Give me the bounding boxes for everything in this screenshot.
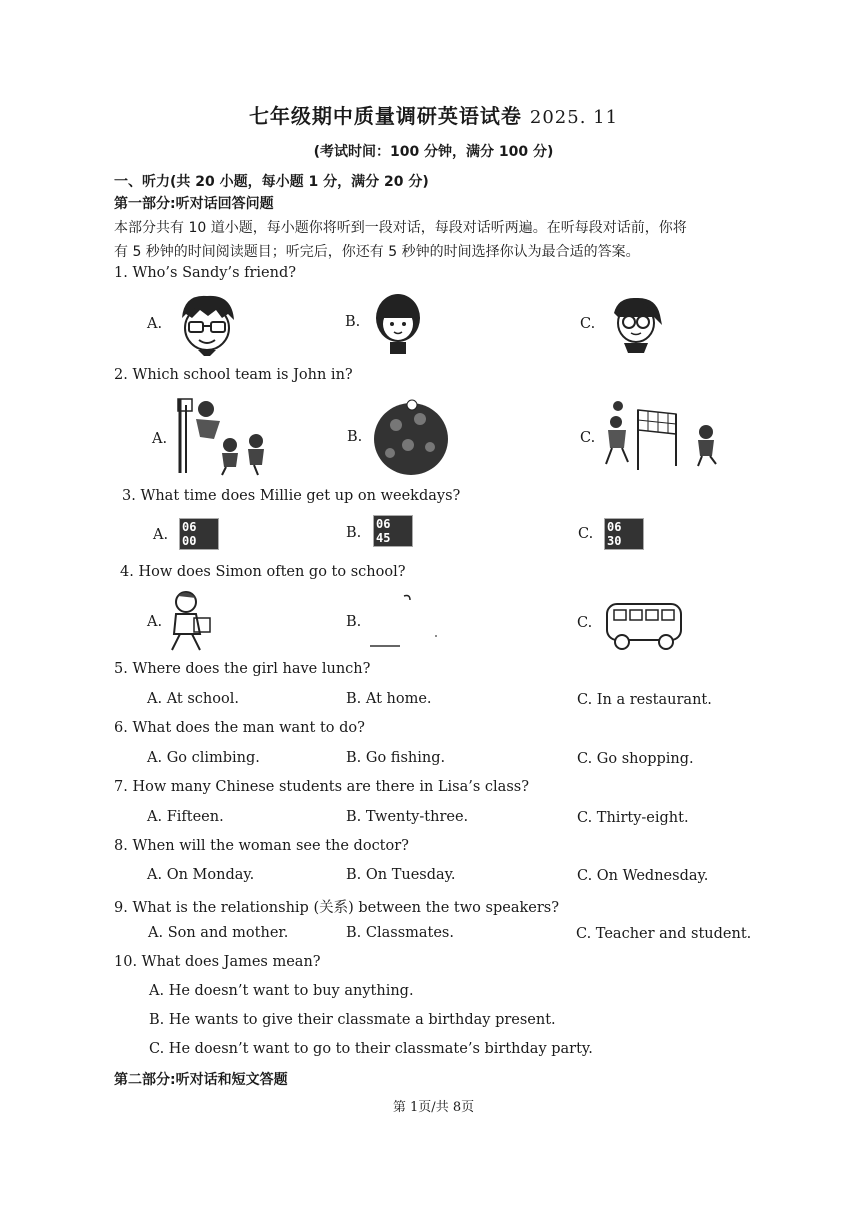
- q9-option-b: B. Classmates.: [346, 925, 454, 941]
- instructions-line-1: 本部分共有 10 道小题，每小题你将听到一段对话，每段对话听两遍。在听每段对话前，你将: [114, 220, 687, 236]
- question-3: 3. What time does Millie get up on weekdays?: [122, 488, 461, 504]
- q9-option-c: C. Teacher and student.: [576, 926, 752, 942]
- q5-option-a: A. At school.: [147, 691, 239, 707]
- school-bus-picture: [604, 598, 686, 652]
- question-8: 8. When will the woman see the doctor?: [114, 838, 409, 854]
- girl-with-glasses-picture: [608, 295, 664, 353]
- question-9: 9. What is the relationship (关系) between the two speakers?: [114, 900, 559, 916]
- q3-label-b: B.: [346, 525, 362, 541]
- boy-walking-picture: [164, 590, 214, 654]
- q3-label-c: C.: [578, 526, 594, 542]
- question-1: 1. Who’s Sandy’s friend?: [114, 265, 297, 281]
- q7-option-b: B. Twenty-three.: [346, 809, 469, 825]
- part2-heading: 第二部分:听对话和短文答题: [114, 1072, 288, 1088]
- clock-0645-picture: 06 45: [373, 516, 413, 546]
- q2-label-c: C.: [580, 430, 596, 446]
- exam-subtitle: (考试时间：100 分钟，满分 100 分): [313, 144, 554, 160]
- q9-option-a: A. Son and mother.: [148, 925, 289, 941]
- question-4: 4. How does Simon often go to school?: [120, 564, 406, 580]
- q1-label-a: A.: [147, 316, 163, 332]
- part1-heading: 第一部分:听对话回答问题: [114, 196, 274, 212]
- boy-with-glasses-picture: [174, 292, 240, 356]
- question-7: 7. How many Chinese students are there in Lisa’s class?: [114, 779, 529, 795]
- q8-option-c: C. On Wednesday.: [577, 868, 709, 884]
- q10-option-c: C. He doesn’t want to go to their classmate’s birthday party.: [149, 1041, 593, 1057]
- girl-with-bangs-picture: [374, 292, 422, 356]
- q1-label-b: B.: [345, 314, 361, 330]
- q6-option-c: C. Go shopping.: [577, 751, 694, 767]
- instructions-line-2: 有 5 秒钟的时间阅读题目；听完后，你还有 5 秒钟的时间选择你认为最合适的答案。: [114, 244, 640, 260]
- question-6: 6. What does the man want to do?: [114, 720, 365, 736]
- question-2: 2. Which school team is John in?: [114, 367, 353, 383]
- q2-label-b: B.: [347, 429, 363, 445]
- q2-label-a: A.: [152, 431, 168, 447]
- q10-option-b: B. He wants to give their classmate a birthday present.: [149, 1012, 556, 1028]
- page-number: 第 1页/共 8页: [392, 1100, 475, 1115]
- q4-label-c: C.: [577, 615, 593, 631]
- section-heading: 一、听力(共 20 小题，每小题 1 分，满分 20 分): [114, 174, 429, 190]
- exam-date: 2025. 11: [529, 107, 619, 128]
- q5-option-b: B. At home.: [346, 691, 432, 707]
- volleyball-players-picture: [602, 400, 726, 472]
- q10-option-a: A. He doesn’t want to buy anything.: [149, 983, 414, 999]
- q5-option-c: C. In a restaurant.: [577, 692, 712, 708]
- q6-option-b: B. Go fishing.: [346, 750, 446, 766]
- q4-label-b: B.: [346, 614, 362, 630]
- q8-option-b: B. On Tuesday.: [346, 867, 456, 883]
- exam-title: 七年级期中质量调研英语试卷 2025. 11: [248, 104, 619, 128]
- question-5: 5. Where does the girl have lunch?: [114, 661, 371, 677]
- clock-0630-picture: 06 30: [604, 519, 644, 549]
- q6-option-a: A. Go climbing.: [147, 750, 260, 766]
- q8-option-a: A. On Monday.: [147, 867, 255, 883]
- clock-0600-picture: 06 00: [179, 519, 219, 549]
- basketball-players-picture: [170, 395, 270, 477]
- q7-option-c: C. Thirty-eight.: [577, 810, 689, 826]
- q4-label-a: A.: [147, 614, 163, 630]
- q7-option-a: A. Fifteen.: [147, 809, 224, 825]
- question-10: 10. What does James mean?: [114, 954, 321, 970]
- football-team-picture: [372, 397, 450, 477]
- q1-label-c: C.: [580, 316, 596, 332]
- bicycle-faded-picture: [370, 594, 442, 650]
- q3-label-a: A.: [153, 527, 169, 543]
